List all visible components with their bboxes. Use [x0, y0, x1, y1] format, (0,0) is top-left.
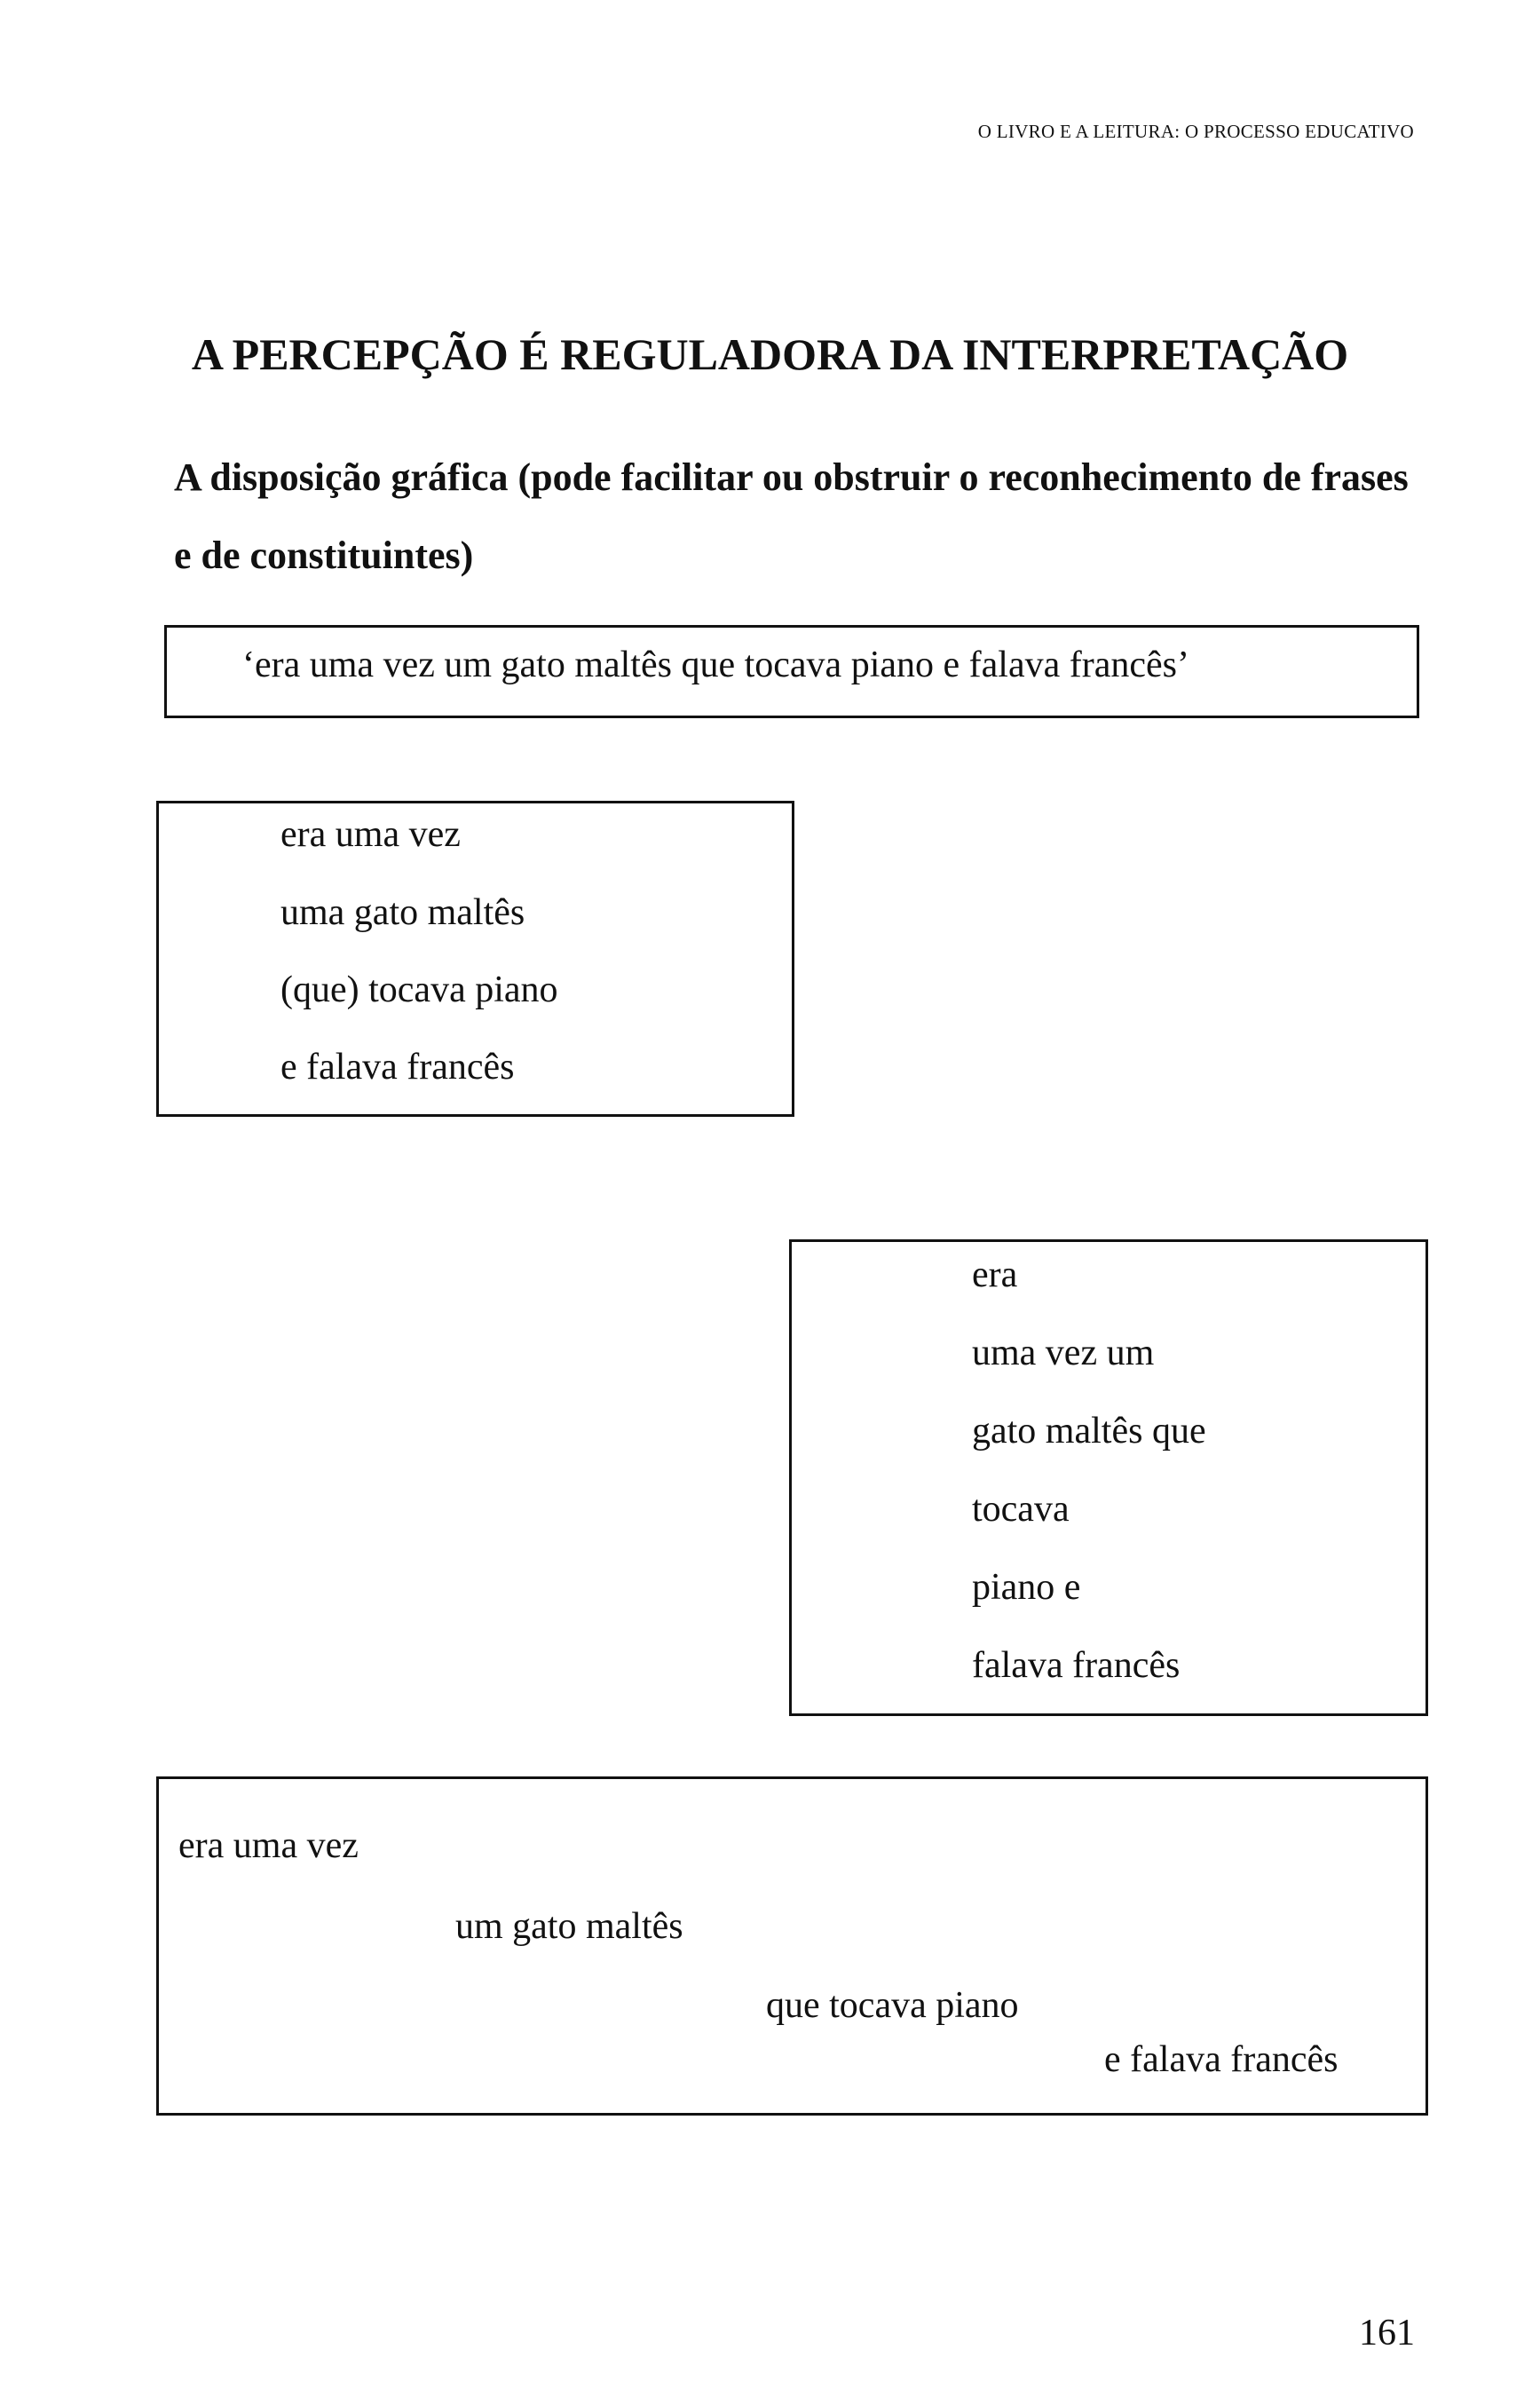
box3-line: era [972, 1254, 1018, 1295]
page-number: 161 [1359, 2313, 1415, 2353]
box3-line: gato maltês que [972, 1411, 1206, 1452]
example-box-constituents [156, 801, 794, 1117]
running-header: O LIVRO E A LEITURA: O PROCESSO EDUCATIVO [977, 121, 1414, 142]
box3-line: tocava [972, 1489, 1070, 1530]
box3-line: falava francês [972, 1645, 1181, 1686]
box4-line: era uma vez [178, 1825, 359, 1866]
example-box-staircase [156, 1776, 1428, 2116]
box2-line: e falava francês [280, 1047, 515, 1088]
box2-line: (que) tocava piano [280, 969, 558, 1010]
page-title: A PERCEPÇÃO É REGULADORA DA INTERPRETAÇÃO [191, 329, 1349, 379]
box4-line: um gato maltês [455, 1906, 683, 1947]
box4-line: que tocava piano [766, 1985, 1019, 2026]
example-box-single-line [164, 625, 1419, 718]
box2-line: uma gato maltês [280, 892, 525, 933]
example-sentence: ‘era uma vez um gato maltês que tocava piano e falava francês’ [242, 645, 1189, 685]
box3-line: uma vez um [972, 1333, 1155, 1373]
box4-line: e falava francês [1104, 2039, 1339, 2080]
box3-line: piano e [972, 1567, 1081, 1608]
example-box-broken-lines [789, 1239, 1428, 1716]
section-subtitle: A disposição gráfica (pode facilitar ou obstruir o reconhecimento de frases e de constituintes) [174, 455, 1409, 577]
box2-line: era uma vez [280, 814, 461, 855]
